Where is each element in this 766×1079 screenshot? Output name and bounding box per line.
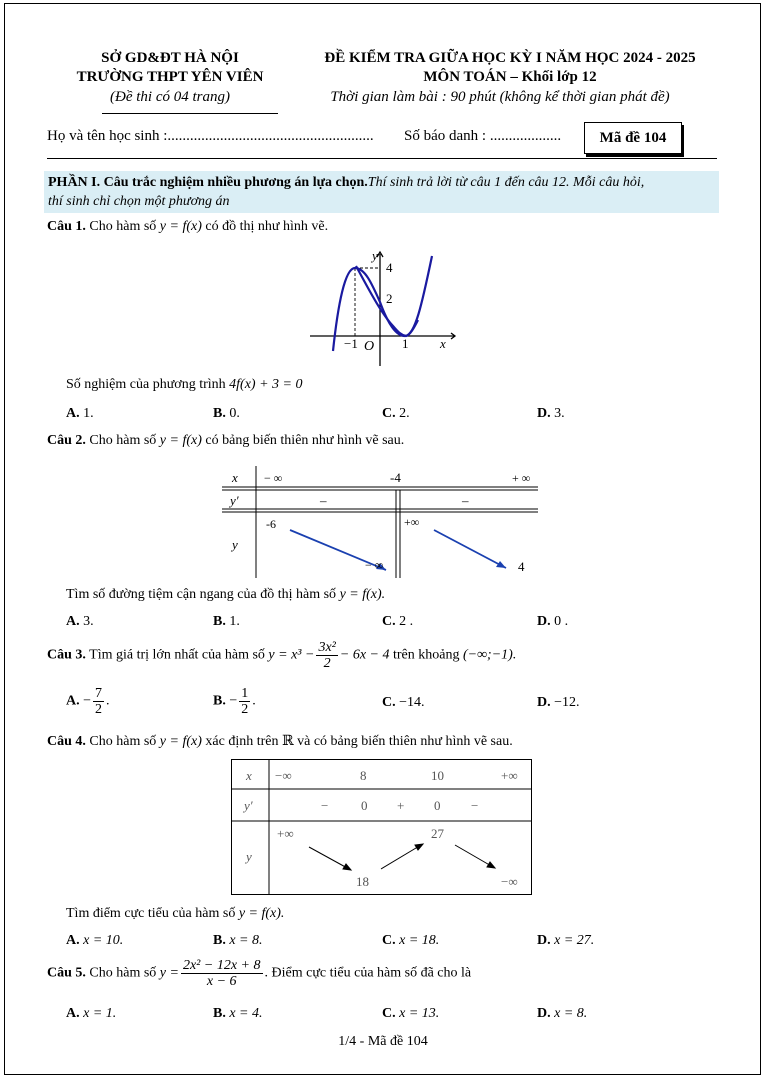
- q2-sign-1: –: [320, 493, 327, 508]
- q4-yp-label: y′: [244, 798, 253, 813]
- q4-label: Câu 4.: [47, 734, 86, 749]
- q1-answer-b[interactable]: B. 0.: [213, 406, 240, 421]
- question-4: [47, 733, 513, 750]
- y-axis-label: y: [372, 248, 378, 263]
- q2-answer-c[interactable]: C. 2 .: [382, 614, 414, 629]
- q4-domain: ℝ: [281, 734, 294, 749]
- question-5: [47, 958, 471, 989]
- q1-text-a: Cho hàm số: [89, 219, 157, 234]
- q4-sign-1: −: [321, 798, 329, 813]
- student-id-field: Số báo danh : ...................: [404, 128, 562, 144]
- q1-label: Câu 1.: [47, 219, 86, 234]
- q4-answer-c[interactable]: C. x = 18.: [382, 933, 440, 948]
- q1-text-b: có đồ thị như hình vẽ.: [205, 219, 329, 234]
- q2-answer-d[interactable]: D. 0 .: [537, 614, 569, 629]
- q5-answer-b[interactable]: B. x = 4.: [213, 1006, 263, 1021]
- q2-text-a: Cho hàm số: [89, 433, 157, 448]
- q1-answer-d[interactable]: D. 3.: [537, 406, 565, 421]
- q5-text-b: . Điểm cực tiểu của hàm số đã cho là: [264, 965, 472, 981]
- school-name: TRƯỜNG THPT YÊN VIÊN: [76, 69, 264, 85]
- q4-answer-b[interactable]: B. x = 8.: [213, 933, 263, 948]
- q2-prompt-text: Tìm số đường tiệm cận ngang của đồ thị hàm số: [66, 587, 337, 602]
- y-tick-4: 4: [386, 260, 393, 275]
- q3-interval: (−∞;−1).: [462, 647, 517, 663]
- q4-answer-d[interactable]: D. x = 27.: [537, 933, 595, 948]
- q4-x-pos-inf: +∞: [501, 768, 518, 783]
- q3-text-b: trên khoảng: [392, 647, 460, 663]
- q4-x-label: x: [246, 768, 252, 783]
- q2-yp-label: y′: [230, 493, 239, 508]
- q1-prompt: [66, 377, 302, 393]
- q4-text-c: và có bảng biến thiên như hình vẽ sau.: [297, 734, 513, 749]
- q4-y-label: y: [246, 849, 252, 864]
- q5-func-pre: y =: [159, 965, 179, 981]
- q4-y-18: 18: [356, 874, 369, 889]
- origin-label: O: [364, 339, 375, 354]
- q2-x-neg-inf: − ∞: [264, 471, 283, 485]
- q4-x-10: 10: [431, 768, 444, 783]
- q2-y-label: y: [232, 537, 238, 552]
- q2-variation-table: [222, 464, 542, 580]
- q1-prompt-text: Số nghiệm của phương trình: [66, 377, 226, 392]
- q4-y-neg-inf: −∞: [501, 874, 518, 889]
- q2-answer-a[interactable]: A. 3.: [66, 614, 94, 629]
- q5-answer-d[interactable]: D. x = 8.: [537, 1006, 588, 1021]
- q4-y-pos-inf: +∞: [277, 826, 294, 841]
- q1-equation: 4f(x) + 3 = 0: [229, 377, 303, 392]
- q5-text-a: Cho hàm số: [89, 965, 157, 981]
- q5-fraction: $\frac{\text{2x² − 12x + 8}}{x - 6}$: [182, 958, 261, 989]
- q1-answer-c[interactable]: C. 2.: [382, 406, 410, 421]
- q5-answer-a[interactable]: A. x = 1.: [66, 1006, 117, 1021]
- q4-prompt: [66, 906, 284, 922]
- dept-name: SỞ GD&ĐT HÀ NỘI: [101, 50, 239, 66]
- q2-func2: y = f(x).: [339, 587, 386, 602]
- q4-x-neg-inf: −∞: [275, 768, 292, 783]
- student-name-field: Họ và tên học sinh :.......................................................: [47, 128, 374, 144]
- q4-y-27: 27: [431, 826, 444, 841]
- q4-sign-zero-2: 0: [434, 798, 441, 813]
- part1-title: PHẦN I. Câu trắc nghiệm nhiều phương án lựa chọn.: [48, 175, 368, 190]
- q1-func: y = f(x): [159, 219, 202, 234]
- q3-answer-c[interactable]: C. −14.: [382, 695, 425, 710]
- q4-x-8: 8: [360, 768, 367, 783]
- q3-fraction: $\frac{\text{3x²}}{2}$: [318, 640, 336, 671]
- pages-note: (Đề thi có 04 trang): [110, 89, 230, 105]
- part1-banner: [44, 171, 719, 213]
- question-1: [47, 219, 328, 235]
- q3-func-post: − 6x − 4: [339, 647, 390, 663]
- q2-func: y = f(x): [159, 433, 202, 448]
- q4-text-a: Cho hàm số: [89, 734, 157, 749]
- y-tick-2: 2: [386, 291, 393, 306]
- q3-answer-d[interactable]: D. −12.: [537, 695, 580, 710]
- exam-code-box: Mã đề 104: [584, 122, 682, 154]
- q4-func2: y = f(x).: [238, 906, 285, 921]
- q5-label: Câu 5.: [47, 965, 86, 981]
- q3-label: Câu 3.: [47, 647, 86, 663]
- q4-sign-zero-1: 0: [361, 798, 368, 813]
- header-divider: [102, 113, 278, 114]
- q3-answer-a[interactable]: A. − $\frac{7}{2}$ .: [66, 686, 110, 717]
- q2-sign-2: –: [462, 493, 469, 508]
- question-2: [47, 433, 404, 449]
- q3-answer-b[interactable]: B. − $\frac{1}{2}$ .: [213, 686, 256, 717]
- header-bottom-line: [47, 158, 717, 159]
- q4-func: y = f(x): [159, 734, 202, 749]
- question-3: [47, 640, 516, 671]
- q4-answer-a[interactable]: A. x = 10.: [66, 933, 124, 948]
- x-tick-neg1: −1: [344, 336, 358, 351]
- q4-sign-2: +: [397, 798, 405, 813]
- part1-instruction-2: thí sinh chỉ chọn một phương án: [48, 194, 230, 209]
- page-footer: 1/4 - Mã đề 104: [338, 1034, 428, 1049]
- q2-x-pos-inf: + ∞: [512, 471, 531, 485]
- q3-func-pre: y = x³ −: [268, 647, 315, 663]
- q5-answer-c[interactable]: C. x = 13.: [382, 1006, 440, 1021]
- q2-label: Câu 2.: [47, 433, 86, 448]
- q2-answer-b[interactable]: B. 1.: [213, 614, 240, 629]
- x-axis-label: x: [440, 336, 446, 351]
- q2-x-neg4: -4: [390, 470, 401, 485]
- exam-subject: MÔN TOÁN – Khối lớp 12: [423, 69, 597, 85]
- q4-variation-table: [231, 759, 533, 896]
- q4-sign-3: −: [471, 798, 479, 813]
- q1-graph: [300, 244, 460, 370]
- q2-x-label: x: [232, 470, 238, 485]
- q2-y-neg-inf: − ∞: [365, 558, 384, 572]
- x-tick-1: 1: [402, 336, 409, 351]
- q4-prompt-text: Tìm điểm cực tiểu của hàm số: [66, 906, 236, 921]
- q3-text-a: Tìm giá trị lớn nhất của hàm số: [89, 647, 265, 663]
- q2-y-4: 4: [518, 559, 525, 574]
- q2-y-pos-inf: +∞: [404, 515, 420, 529]
- exam-time: Thời gian làm bài : 90 phút (không kể thời gian phát đề): [330, 89, 670, 105]
- q4-text-b: xác định trên: [205, 734, 279, 749]
- part1-instruction-1: Thí sinh trả lời từ câu 1 đến câu 12. Mỗi câu hỏi,: [367, 175, 645, 190]
- q2-prompt: [66, 587, 385, 603]
- exam-title: ĐỀ KIỂM TRA GIỮA HỌC KỲ I NĂM HỌC 2024 - 2025: [324, 50, 696, 66]
- q1-answer-a[interactable]: A. 1.: [66, 406, 94, 421]
- q2-text-b: có bảng biến thiên như hình vẽ sau.: [205, 433, 405, 448]
- q2-y-neg6: -6: [266, 517, 276, 531]
